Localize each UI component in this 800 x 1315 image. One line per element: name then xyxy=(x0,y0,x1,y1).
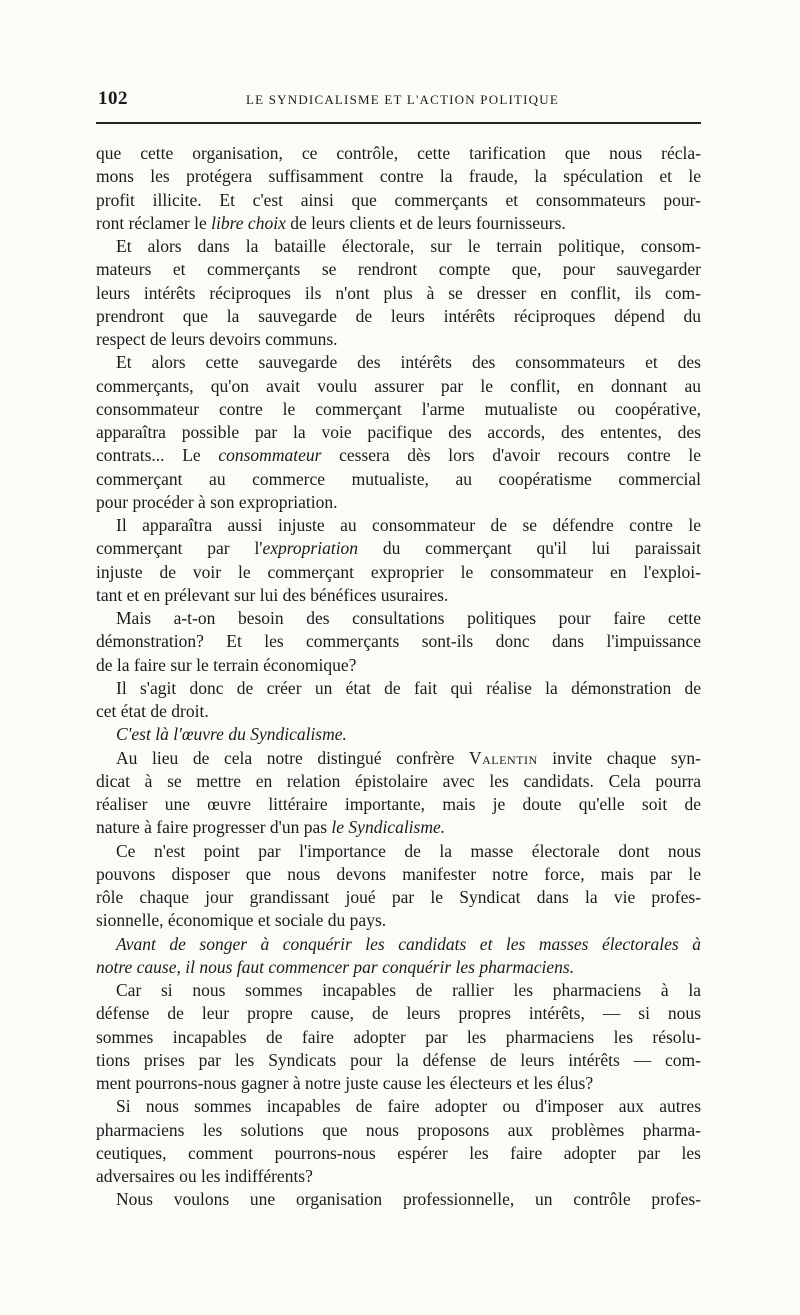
text-line: prendront que la sauvegarde de leurs intérêts réciproques dépend du xyxy=(96,305,701,326)
text-line: que cette organisation, ce contrôle, cette tarification que nous récla- xyxy=(96,143,701,163)
text-line: pouvons disposer que nous devons manifester notre force, mais par le xyxy=(96,863,701,884)
text-run: cessera dès lors d'avoir recours contre le xyxy=(321,445,701,466)
italic-run: libre choix xyxy=(211,212,286,233)
text-line: respect de leurs devoirs communs. xyxy=(96,329,338,349)
text-line: Il apparaîtra aussi injuste au consommateur de se défendre contre le xyxy=(116,515,701,535)
text-line: pharmaciens les solutions que nous proposons aux problèmes pharma- xyxy=(96,1119,701,1140)
text-line: commerçant au commerce mutualiste, au coopératisme commercial xyxy=(96,468,701,489)
header-rule xyxy=(96,122,701,124)
text-line: apparaîtra possible par la voie pacifique des accords, des ententes, des xyxy=(96,422,701,442)
body-text xyxy=(96,142,701,1212)
text-line: sommes incapables de faire adopter par les pharmaciens les résolu- xyxy=(96,1026,701,1047)
text-line: Mais a-t-on besoin des consultations politiques pour faire cette xyxy=(116,608,701,628)
text-line: profit illicite. Et c'est ainsi que commerçants et consommateurs pour- xyxy=(96,189,701,210)
text-line: pour procéder à son expropriation. xyxy=(96,491,338,512)
text-run: ront réclamer le xyxy=(96,212,212,233)
italic-run: le Syndicalisme. xyxy=(331,817,446,838)
italic-run: C'est là l'œuvre du Syndicalisme. xyxy=(116,724,347,745)
text-line: ment pourrons-nous gagner à notre juste cause les électeurs et les élus? xyxy=(96,1073,594,1093)
text-run: contrats... Le xyxy=(96,445,219,466)
text-line: ceutiques, comment pourrons-nous espérer les faire adopter par les xyxy=(96,1142,701,1163)
italic-run: expropriation xyxy=(262,538,359,559)
text-run: Au lieu de cela notre distingué confrère xyxy=(116,747,469,768)
text-line: défense de leur propre cause, de leurs propres intérêts, — si nous xyxy=(96,1003,701,1024)
text-line: commerçants, qu'on avait voulu assurer par le conflit, en donnant au xyxy=(96,375,701,396)
text-line xyxy=(96,816,701,839)
text-line: démonstration? Et les commerçants sont-ils donc dans l'impuissance xyxy=(96,631,701,652)
text-line: leurs intérêts réciproques ils n'ont plus à se dresser en conflit, ils com- xyxy=(96,282,701,303)
italic-run: Avant de songer à conquérir les candidats et les masses électorales à xyxy=(116,933,701,954)
text-line: Il s'agit donc de créer un état de fait qui réalise la démonstration de xyxy=(116,677,701,698)
text-line: adversaires ou les indifférents? xyxy=(96,1166,313,1186)
text-line: dicat à se mettre en relation épistolaire avec les candidats. Cela pourra xyxy=(96,770,701,791)
text-line: Si nous sommes incapables de faire adopter ou d'imposer aux autres xyxy=(116,1096,701,1117)
text-line xyxy=(96,956,701,979)
running-title: LE SYNDICALISME ET L'ACTION POLITIQUE xyxy=(246,92,559,107)
text-run: nature à faire progresser d'un pas xyxy=(96,817,332,838)
text-line: rôle chaque jour grandissant joué par le Syndicat dans la vie profes- xyxy=(96,887,701,907)
text-line: tant et en prélevant sur lui des bénéfices usuraires. xyxy=(96,584,449,605)
text-line: injuste de voir le commerçant exproprier le consommateur en l'exploi- xyxy=(96,561,701,582)
text-line: de la faire sur le terrain économique? xyxy=(96,654,357,675)
page-number: 102 xyxy=(98,88,128,109)
text-line: mateurs et commerçants se rendront compte que, pour sauvegarder xyxy=(96,259,701,280)
text-line xyxy=(96,212,701,235)
text-line xyxy=(96,537,701,560)
text-line: sionnelle, économique et sociale du pays. xyxy=(96,910,387,931)
text-line: Car si nous sommes incapables de rallier les pharmaciens à la xyxy=(116,980,701,1000)
text-line: cet état de droit. xyxy=(96,701,209,721)
text-line: Nous voulons une organisation professionnelle, un contrôle profes- xyxy=(116,1189,701,1210)
text-line: consommateur contre le commerçant l'arme mutualiste ou coopérative, xyxy=(96,398,701,419)
text-line: tions prises par les Syndicats pour la défense de leurs intérêts — com- xyxy=(96,1049,701,1070)
text-line: Et alors cette sauvegarde des intérêts des consommateurs et des xyxy=(116,352,701,373)
text-run: invite chaque syn- xyxy=(537,747,701,768)
italic-run: notre cause, il nous faut commencer par conquérir les pharmaciens. xyxy=(96,956,575,977)
text-line: Ce n'est point par l'importance de la masse électorale dont nous xyxy=(116,840,701,861)
text-line xyxy=(96,444,701,467)
text-run: commerçant par l' xyxy=(96,538,263,559)
text-line: Et alors dans la bataille électorale, sur le terrain politique, consom- xyxy=(116,236,701,256)
text-line xyxy=(96,747,701,770)
text-line xyxy=(96,723,701,746)
text-line: réaliser une œuvre littéraire importante, mais je doute qu'elle soit de xyxy=(96,794,701,814)
text-run: de leurs clients et de leurs fournisseurs. xyxy=(285,212,566,233)
italic-run: consommateur xyxy=(218,445,322,466)
author-name: Valentin xyxy=(469,747,538,768)
text-line: mons les protégera suffisamment contre la fraude, la spéculation et le xyxy=(96,166,701,187)
text-line xyxy=(96,933,701,956)
text-run: du commerçant qu'il lui paraissait xyxy=(358,538,701,559)
page-header xyxy=(96,88,701,118)
